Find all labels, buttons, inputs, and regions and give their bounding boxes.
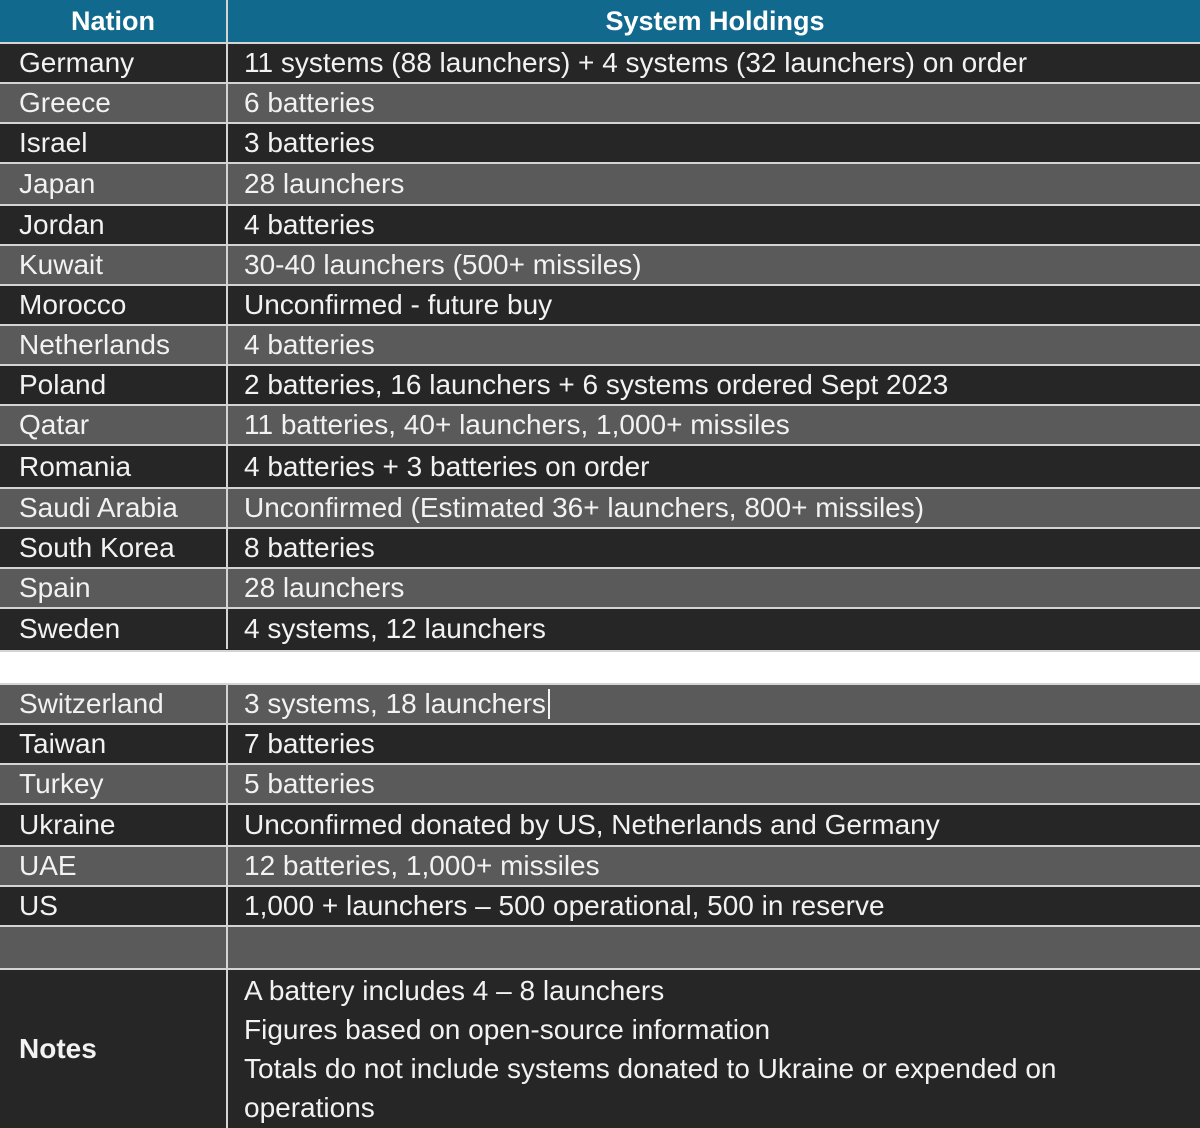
table-gap bbox=[0, 652, 1200, 683]
holdings-text: 1,000 + launchers – 500 operational, 500 in reserve bbox=[244, 890, 885, 921]
nation-cell: Ukraine bbox=[0, 805, 228, 845]
notes-text bbox=[230, 970, 1200, 1128]
holdings-cell bbox=[230, 246, 1200, 284]
holdings-cell bbox=[230, 569, 1200, 607]
holdings-cell bbox=[230, 366, 1200, 404]
holdings-text: 28 launchers bbox=[244, 572, 405, 603]
holdings-cell bbox=[230, 609, 1200, 649]
holdings-cell bbox=[230, 765, 1200, 803]
nation-cell: South Korea bbox=[0, 529, 228, 567]
table-row bbox=[0, 885, 1200, 925]
holdings-text: 7 batteries bbox=[244, 728, 375, 759]
table-row bbox=[0, 284, 1200, 324]
table-row bbox=[0, 42, 1200, 82]
holdings-table-bottom bbox=[0, 683, 1200, 1128]
table-row bbox=[0, 404, 1200, 444]
nation-cell: Romania bbox=[0, 446, 228, 487]
notes-row bbox=[0, 968, 1200, 1128]
table-row bbox=[0, 607, 1200, 649]
holdings-text: 4 systems, 12 launchers bbox=[244, 613, 546, 644]
holdings-cell bbox=[230, 164, 1200, 204]
nation-cell: US bbox=[0, 887, 228, 925]
nation-cell: Morocco bbox=[0, 286, 228, 324]
holdings-text: 5 batteries bbox=[244, 768, 375, 799]
table-row bbox=[0, 364, 1200, 404]
text-cursor bbox=[548, 689, 550, 719]
notes-line: Figures based on open-source information bbox=[244, 1014, 771, 1045]
holdings-text: 4 batteries bbox=[244, 329, 375, 360]
nation-cell: Kuwait bbox=[0, 246, 228, 284]
holdings-cell bbox=[230, 805, 1200, 845]
notes-label: Notes bbox=[0, 970, 228, 1128]
nation-cell: Switzerland bbox=[0, 685, 228, 723]
table-row bbox=[0, 683, 1200, 723]
table-row bbox=[0, 122, 1200, 162]
notes-line: Totals do not include systems donated to Ukraine or expended on bbox=[244, 1053, 1057, 1084]
holdings-cell bbox=[230, 887, 1200, 925]
holdings-text: 3 batteries bbox=[244, 127, 375, 158]
table-row bbox=[0, 444, 1200, 487]
holdings-cell bbox=[230, 529, 1200, 567]
holdings-text: 30-40 launchers (500+ missiles) bbox=[244, 249, 642, 280]
holdings-cell bbox=[230, 489, 1200, 527]
notes-line: A battery includes 4 – 8 launchers bbox=[244, 975, 665, 1006]
holdings-text: 28 launchers bbox=[244, 168, 405, 199]
nation-cell: Turkey bbox=[0, 765, 228, 803]
holdings-cell bbox=[230, 685, 1200, 723]
table-row bbox=[0, 803, 1200, 845]
holdings-cell bbox=[230, 206, 1200, 244]
holdings-text: Unconfirmed - future buy bbox=[244, 289, 553, 320]
holdings-cell bbox=[230, 124, 1200, 162]
table-header-row bbox=[0, 0, 1200, 42]
holdings-text: 12 batteries, 1,000+ missiles bbox=[244, 850, 600, 881]
nation-cell: Germany bbox=[0, 44, 228, 82]
nation-cell: Israel bbox=[0, 124, 228, 162]
nation-cell: Japan bbox=[0, 164, 228, 204]
table-row bbox=[0, 82, 1200, 122]
nation-cell: Jordan bbox=[0, 206, 228, 244]
holdings-text: Unconfirmed (Estimated 36+ launchers, 800+ missiles) bbox=[244, 492, 925, 523]
table-row bbox=[0, 723, 1200, 763]
nation-cell: Taiwan bbox=[0, 725, 228, 763]
table-row bbox=[0, 763, 1200, 803]
holdings-cell bbox=[230, 84, 1200, 122]
holdings-text: 11 batteries, 40+ launchers, 1,000+ missiles bbox=[244, 409, 790, 440]
holdings-cell bbox=[230, 406, 1200, 444]
holdings-text: 4 batteries + 3 batteries on order bbox=[244, 450, 650, 482]
holdings-cell bbox=[230, 847, 1200, 885]
table-row bbox=[0, 324, 1200, 364]
holdings-cell bbox=[230, 44, 1200, 82]
holdings-text: 2 batteries, 16 launchers + 6 systems ordered Sept 2023 bbox=[244, 369, 949, 400]
notes-line: operations bbox=[244, 1092, 375, 1123]
holdings-text: 11 systems (88 launchers) + 4 systems (32 launchers) on order bbox=[244, 47, 1028, 78]
nation-cell: Netherlands bbox=[0, 326, 228, 364]
holdings-cell bbox=[230, 286, 1200, 324]
nation-cell: Sweden bbox=[0, 609, 228, 649]
nation-cell: UAE bbox=[0, 847, 228, 885]
holdings-text: 4 batteries bbox=[244, 209, 375, 240]
holdings-cell bbox=[230, 725, 1200, 763]
table-row bbox=[0, 527, 1200, 567]
table-row bbox=[0, 845, 1200, 885]
holdings-text: 8 batteries bbox=[244, 532, 375, 563]
nation-cell: Qatar bbox=[0, 406, 228, 444]
header-holdings: System Holdings bbox=[605, 6, 825, 36]
nation-cell: Poland bbox=[0, 366, 228, 404]
header-nation: Nation bbox=[0, 0, 228, 42]
table-row bbox=[0, 204, 1200, 244]
holdings-text: Unconfirmed donated by US, Netherlands and Germany bbox=[244, 809, 940, 840]
holdings-text: 6 batteries bbox=[244, 87, 375, 118]
holdings-cell bbox=[230, 927, 1200, 968]
table-row bbox=[0, 244, 1200, 284]
nation-cell: Spain bbox=[0, 569, 228, 607]
nation-cell: Greece bbox=[0, 84, 228, 122]
table-row bbox=[0, 162, 1200, 204]
holdings-cell bbox=[230, 326, 1200, 364]
nation-cell: Saudi Arabia bbox=[0, 489, 228, 527]
nation-cell bbox=[0, 927, 228, 968]
table-row bbox=[0, 567, 1200, 607]
table-row bbox=[0, 925, 1200, 968]
holdings-text: 3 systems, 18 launchers bbox=[244, 688, 546, 719]
holdings-cell bbox=[230, 446, 1200, 487]
table-row bbox=[0, 487, 1200, 527]
